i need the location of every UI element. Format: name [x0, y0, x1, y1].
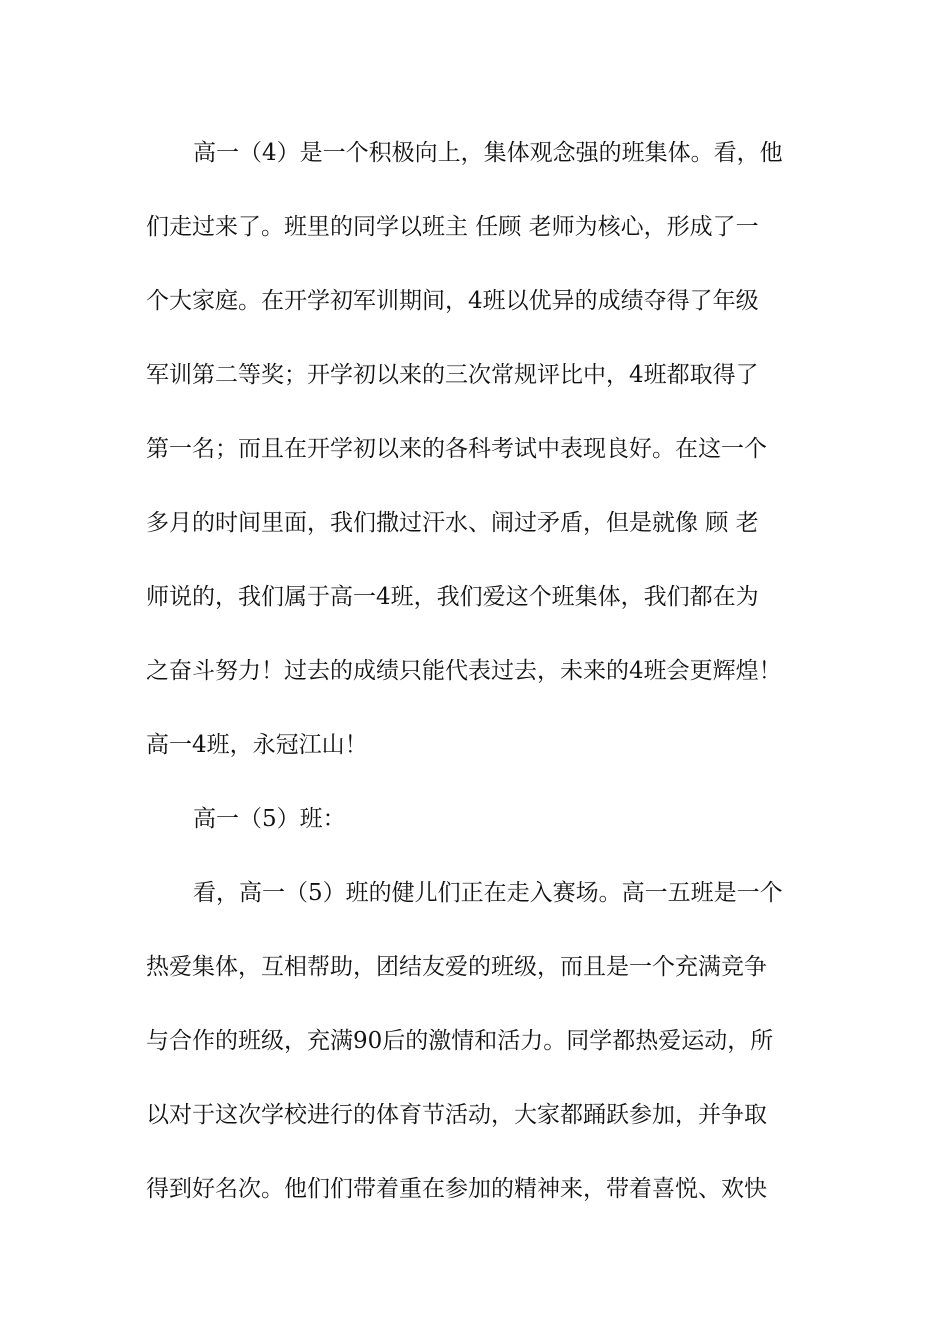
paragraph-class4-line-3: 个大家庭。在开学初军训期间，4班以优异的成绩夺得了年级: [146, 288, 759, 314]
paragraph-class4-line-6: 多月的时间里面，我们撒过汗水、闹过矛盾，但是就像 顾 老: [146, 510, 759, 536]
paragraph-class5-line-4: 以对于这次学校进行的体育节活动，大家都踊跃参加，并争取: [146, 1102, 767, 1128]
paragraph-class5-line-1: 看，高一（5）班的健儿们正在走入赛场。高一五班是一个: [193, 880, 783, 906]
paragraph-class5-line-3: 与合作的班级，充满90后的激情和活力。同学都热爱运动，所: [146, 1028, 774, 1054]
paragraph-class4-line-2: 们走过来了。班里的同学以班主 任顾 老师为核心，形成了一: [146, 214, 759, 240]
paragraph-class5-line-5: 得到好名次。他们们带着重在参加的精神来，带着喜悦、欢快: [146, 1176, 767, 1202]
paragraph-class4-line-1: 高一（4）是一个积极向上，集体观念强的班集体。看，他: [193, 140, 783, 166]
paragraph-class5-line-2: 热爱集体，互相帮助，团结友爱的班级，而且是一个充满竞争: [146, 954, 767, 980]
paragraph-class4-line-9: 高一4班，永冠江山！: [146, 732, 368, 758]
paragraph-class4-line-8: 之奋斗努力！过去的成绩只能代表过去，未来的4班会更辉煌！: [146, 658, 782, 684]
paragraph-class4-line-5: 第一名；而且在开学初以来的各科考试中表现良好。在这一个: [146, 436, 767, 462]
class5-heading: 高一（5）班：: [193, 806, 346, 832]
paragraph-class4-line-7: 师说的，我们属于高一4班，我们爱这个班集体，我们都在为: [146, 584, 759, 610]
paragraph-class4-line-4: 军训第二等奖；开学初以来的三次常规评比中，4班都取得了: [146, 362, 759, 388]
